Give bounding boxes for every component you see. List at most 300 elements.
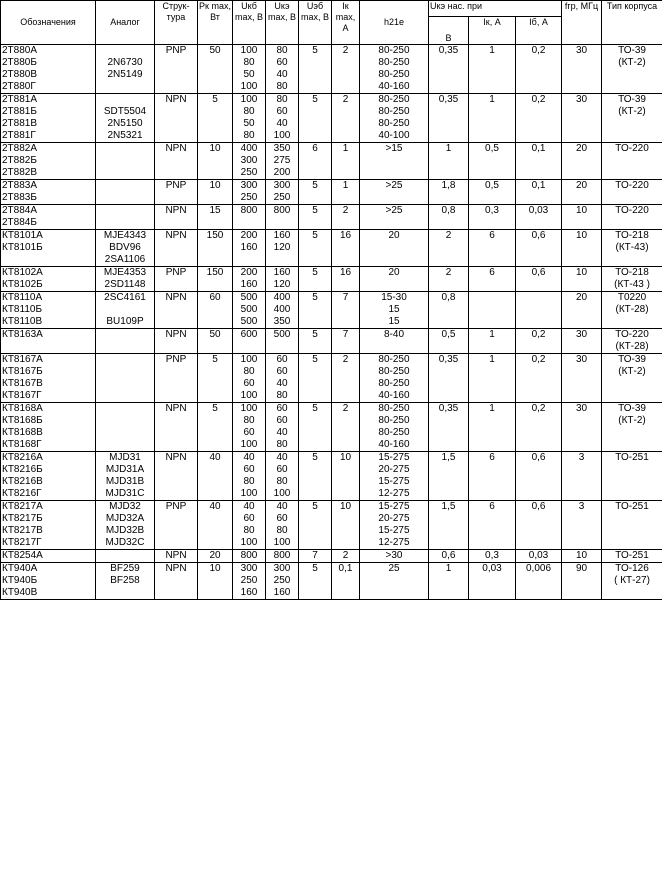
package-cell [602,329,662,354]
ukb-line: 250 [240,575,258,586]
h21e-line: 80-250 [378,106,410,117]
uke-sat-ib-cell: 0,6 [516,267,562,292]
structure-cell: NPN [155,94,198,143]
package-line: ТО-220 [615,180,649,191]
ukb-line: 100 [240,488,258,499]
h21e-line: 20 [388,267,400,278]
uke-sat-cell: 0,5 [429,329,469,354]
analog-line [97,180,153,192]
ukb-line: 250 [240,192,258,203]
designation-line: КТ940А [2,563,38,574]
pk-cell: 5 [198,354,233,403]
package-line: (КТ-2) [618,366,646,377]
uke-sat-ik-cell: 1 [469,403,516,452]
ik-cell: 7 [332,329,360,354]
uke-line: 120 [273,279,291,290]
package-cell [602,143,662,180]
ueb-cell: 7 [299,550,332,563]
package-cell [602,292,662,329]
analog-cell [96,501,155,550]
uke-line: 60 [276,57,288,68]
designation-line: КТ8217А [2,501,43,512]
transistor-group-row [1,563,662,600]
ueb-cell: 5 [299,354,332,403]
ukb-line [234,217,264,229]
package-line: (КТ-28) [615,341,649,352]
analog-line [97,403,153,415]
uke-cell [266,94,299,143]
uke-sat-cell: 1,5 [429,501,469,550]
analog-line [97,587,153,599]
analog-line [97,427,153,439]
header-analog: Аналог [96,1,155,45]
designation-cell [1,550,96,563]
package-line: ( КТ-27) [614,575,650,586]
uke-line: 60 [276,366,288,377]
ukb-line: 300 [240,155,258,166]
ueb-cell: 5 [299,329,332,354]
analog-cell [96,563,155,600]
designation-line: 2Т883А [2,180,38,191]
pk-cell: 150 [198,230,233,267]
structure-cell: PNP [155,267,198,292]
package-line: ТО-218 [615,267,649,278]
h21e-line [361,155,427,167]
analog-line [97,366,153,378]
designation-cell [1,501,96,550]
h21e-line [361,575,427,587]
ukb-cell [233,292,266,329]
structure-cell: NPN [155,403,198,452]
h21e-line: >30 [385,550,403,561]
package-cell [602,267,662,292]
uke-sat-cell: 0,8 [429,205,469,230]
analog-cell [96,267,155,292]
fgr-cell: 20 [562,292,602,329]
ukb-line: 100 [240,354,258,365]
pk-cell: 15 [198,205,233,230]
ik-cell: 2 [332,403,360,452]
fgr-cell: 30 [562,45,602,94]
uke-line: 275 [273,155,291,166]
uke-sat-ib-cell [516,292,562,329]
uke-sat-cell: 2 [429,230,469,267]
ukb-line: 60 [243,378,255,389]
analog-cell [96,180,155,205]
uke-sat-cell: 1 [429,143,469,180]
uke-line: 80 [276,390,288,401]
fgr-cell: 10 [562,230,602,267]
fgr-cell: 90 [562,563,602,600]
designation-line: КТ8102Б [2,279,43,290]
uke-line: 160 [273,267,291,278]
uke-cell [266,329,299,354]
ik-cell: 16 [332,230,360,267]
h21e-line: 80-250 [378,366,410,377]
analog-line: 2N6730 [107,57,143,68]
ukb-line: 80 [243,476,255,487]
ukb-cell [233,501,266,550]
designation-line: КТ8101Б [2,242,43,253]
uke-sat-ib-cell: 0,2 [516,403,562,452]
analog-line [97,550,153,562]
designation-cell [1,180,96,205]
uke-sat-ik-cell: 1 [469,45,516,94]
designation-line: 2Т880Б [2,57,37,68]
pk-cell: 10 [198,143,233,180]
ueb-cell: 5 [299,501,332,550]
structure-cell: NPN [155,143,198,180]
analog-cell [96,292,155,329]
uke-line: 60 [276,354,288,365]
h21e-line: 40-160 [378,81,410,92]
analog-line: MJD31 [109,452,141,463]
h21e-line [361,192,427,204]
fgr-cell: 20 [562,180,602,205]
uke-line: 40 [276,452,288,463]
analog-line [97,329,153,341]
structure-cell: NPN [155,452,198,501]
package-line: ТО-39 [618,403,646,414]
package-line: ТО-220 [615,329,649,340]
ukb-cell [233,563,266,600]
analog-line: MJE4353 [103,267,147,278]
ik-cell: 7 [332,292,360,329]
pk-cell: 50 [198,45,233,94]
pk-cell: 20 [198,550,233,563]
h21e-line: 15 [388,304,400,315]
package-line: ТО-220 [615,205,649,216]
analog-line [97,354,153,366]
uke-line: 800 [273,550,291,561]
package-cell [602,550,662,563]
pk-cell: 5 [198,94,233,143]
transistor-group-row [1,329,662,354]
h21e-line: 15-275 [378,476,410,487]
designation-cell [1,354,96,403]
ukb-cell [233,143,266,180]
uke-line: 300 [273,563,291,574]
structure-cell: NPN [155,329,198,354]
transistor-group-row [1,501,662,550]
ukb-line: 500 [240,316,258,327]
pk-cell: 40 [198,501,233,550]
analog-line: SDT5504 [103,106,147,117]
h21e-cell [360,292,429,329]
analog-line: MJD32 [109,501,141,512]
h21e-cell [360,205,429,230]
h21e-line: 20-275 [378,464,410,475]
uke-line: 80 [276,476,288,487]
ueb-cell: 5 [299,403,332,452]
ueb-cell: 5 [299,180,332,205]
designation-line: КТ8216Г [2,488,42,499]
package-cell [602,94,662,143]
uke-line: 100 [273,488,291,499]
designation-cell [1,94,96,143]
analog-line [97,390,153,402]
pk-cell: 150 [198,267,233,292]
h21e-cell [360,180,429,205]
analog-line [97,155,153,167]
uke-line: 60 [276,513,288,524]
structure-cell: NPN [155,230,198,267]
uke-sat-ib-cell: 0,2 [516,45,562,94]
transistor-group-row [1,180,662,205]
designation-line: 2Т881Г [2,130,36,141]
analog-cell [96,94,155,143]
analog-line [97,167,153,179]
designation-line: 2Т884Б [2,217,37,228]
ukb-line: 60 [243,513,255,524]
header-ukb: Uкб max, В [233,1,266,45]
analog-line: BF259 [110,563,140,574]
uke-line: 60 [276,106,288,117]
uke-sat-ik-cell: 1 [469,354,516,403]
uke-line [267,217,297,229]
uke-sat-ib-cell: 0,6 [516,230,562,267]
analog-line [97,217,153,229]
uke-sat-ib-cell: 0,6 [516,452,562,501]
h21e-cell [360,403,429,452]
designation-line: 2Т880Г [2,81,36,92]
h21e-line: 80-250 [378,354,410,365]
structure-cell: NPN [155,550,198,563]
header-uke-sat-group: Uкэ нас. при [429,1,562,17]
package-line: ТО-251 [615,501,649,512]
analog-cell [96,550,155,563]
transistor-group-row [1,45,662,94]
uke-cell [266,230,299,267]
header-package: Тип корпуса [602,1,662,45]
analog-cell [96,354,155,403]
uke-sat-ik-cell: 1 [469,329,516,354]
header-fgr: fгр, МГц [562,1,602,45]
h21e-cell [360,354,429,403]
uke-sat-ik-cell: 6 [469,452,516,501]
uke-cell [266,180,299,205]
package-line: ТО-251 [615,550,649,561]
analog-line [97,304,153,316]
uke-cell [266,563,299,600]
package-cell [602,180,662,205]
package-line: (КТ-2) [618,415,646,426]
uke-line: 250 [273,575,291,586]
ukb-cell [233,267,266,292]
ueb-cell: 5 [299,205,332,230]
package-line: (КТ-43 ) [614,279,650,290]
uke-sat-cell: 2 [429,267,469,292]
package-line: ТО-251 [615,452,649,463]
uke-sat-ib-cell: 0,2 [516,94,562,143]
designation-line: КТ8167Г [2,390,42,401]
designation-cell [1,292,96,329]
ukb-line: 100 [240,537,258,548]
designation-cell [1,563,96,600]
uke-line: 100 [273,537,291,548]
ik-cell: 10 [332,501,360,550]
analog-line: 2N5321 [107,130,143,141]
uke-line: 160 [273,587,291,598]
analog-line [97,205,153,217]
designation-line: КТ8216В [2,476,43,487]
uke-sat-cell: 0,8 [429,292,469,329]
analog-line: 2SC4161 [104,292,146,303]
ueb-cell: 5 [299,94,332,143]
designation-cell [1,143,96,180]
uke-line: 80 [276,439,288,450]
ukb-line: 100 [240,403,258,414]
analog-cell [96,45,155,94]
analog-line: BU109P [106,316,144,327]
uke-cell [266,205,299,230]
ukb-line: 100 [240,81,258,92]
transistor-group-row [1,94,662,143]
designation-line: КТ8167Б [2,366,43,377]
h21e-line [361,587,427,599]
designation-line: КТ8168В [2,427,43,438]
pk-cell: 60 [198,292,233,329]
uke-cell [266,403,299,452]
uke-sat-ik-cell: 0,03 [469,563,516,600]
analog-line [97,415,153,427]
h21e-line: 15-275 [378,501,410,512]
uke-line: 800 [273,205,291,216]
designation-line: 2Т881В [2,118,38,129]
uke-sat-ik-cell: 1 [469,94,516,143]
analog-line [97,192,153,204]
uke-line: 40 [276,69,288,80]
ukb-cell [233,205,266,230]
ukb-line: 160 [240,279,258,290]
h21e-line [361,242,427,254]
package-line: ТО-126 [615,563,649,574]
uke-line: 80 [276,94,288,105]
designation-line: 2Т881Б [2,106,37,117]
ukb-line: 500 [240,292,258,303]
analog-line: 2SD1148 [104,279,146,290]
ukb-line: 80 [243,106,255,117]
designation-cell [1,329,96,354]
h21e-cell [360,550,429,563]
designation-line: КТ8101А [2,230,43,241]
pk-cell: 50 [198,329,233,354]
analog-line: MJD32C [105,537,145,548]
fgr-cell: 10 [562,550,602,563]
uke-cell [266,45,299,94]
structure-cell: PNP [155,180,198,205]
ukb-line: 300 [240,180,258,191]
h21e-line: >25 [385,205,403,216]
uke-sat-cell: 0,35 [429,403,469,452]
ik-cell: 2 [332,45,360,94]
ukb-line: 100 [240,439,258,450]
h21e-line: 80-250 [378,57,410,68]
uke-cell [266,292,299,329]
package-cell [602,354,662,403]
fgr-cell: 30 [562,94,602,143]
uke-cell [266,354,299,403]
package-cell [602,230,662,267]
h21e-cell [360,329,429,354]
uke-sat-ib-cell: 0,6 [516,501,562,550]
uke-sat-ib-cell: 0,006 [516,563,562,600]
ukb-line: 100 [240,45,258,56]
pk-cell: 40 [198,452,233,501]
uke-line: 80 [276,525,288,536]
h21e-line: 80-250 [378,94,410,105]
uke-sat-ik-cell: 6 [469,267,516,292]
uke-line: 40 [276,501,288,512]
uke-line: 60 [276,464,288,475]
h21e-line: 15 [388,316,400,327]
header-uke-sat-v: В [429,17,469,45]
ukb-cell [233,329,266,354]
uke-line: 80 [276,45,288,56]
uke-line: 350 [273,143,291,154]
designation-line: КТ8168А [2,403,43,414]
uke-sat-ib-cell: 0,03 [516,550,562,563]
designation-line: КТ8168Б [2,415,43,426]
fgr-cell: 3 [562,452,602,501]
header-structure: Струк-тура [155,1,198,45]
h21e-cell [360,94,429,143]
ukb-line: 160 [240,242,258,253]
designation-line: КТ8110Б [2,304,42,315]
transistor-group-row [1,267,662,292]
designation-line: КТ8110В [2,316,43,327]
designation-line: КТ8254А [2,550,43,561]
ukb-line: 200 [240,267,258,278]
header-uke-sat-ib: Iб, А [516,17,562,45]
ukb-cell [233,45,266,94]
h21e-line: 15-30 [381,292,407,303]
transistor-group-row [1,292,662,329]
analog-line: MJD32B [105,525,145,536]
package-line: ТО-39 [618,94,646,105]
package-cell [602,501,662,550]
package-cell [602,452,662,501]
ukb-cell [233,403,266,452]
h21e-line [361,279,427,291]
h21e-cell [360,267,429,292]
ukb-line: 80 [243,57,255,68]
ukb-line: 600 [240,329,258,340]
transistor-group-row [1,143,662,180]
designation-line: КТ8102А [2,267,43,278]
fgr-cell: 10 [562,205,602,230]
h21e-line: >15 [385,143,403,154]
analog-cell [96,403,155,452]
h21e-cell [360,45,429,94]
header-designation: Обозначения [1,1,96,45]
uke-sat-ik-cell: 0,3 [469,205,516,230]
uke-line: 300 [273,180,291,191]
package-cell [602,45,662,94]
h21e-line: 80-250 [378,378,410,389]
designation-line: КТ8168Г [2,439,42,450]
h21e-cell [360,230,429,267]
analog-cell [96,452,155,501]
structure-cell: NPN [155,292,198,329]
package-line: (КТ-2) [618,106,646,117]
ukb-cell [233,550,266,563]
package-cell [602,403,662,452]
ukb-line: 160 [240,587,258,598]
package-line: ТО-39 [618,354,646,365]
ik-cell: 2 [332,550,360,563]
header-row [1,1,662,17]
